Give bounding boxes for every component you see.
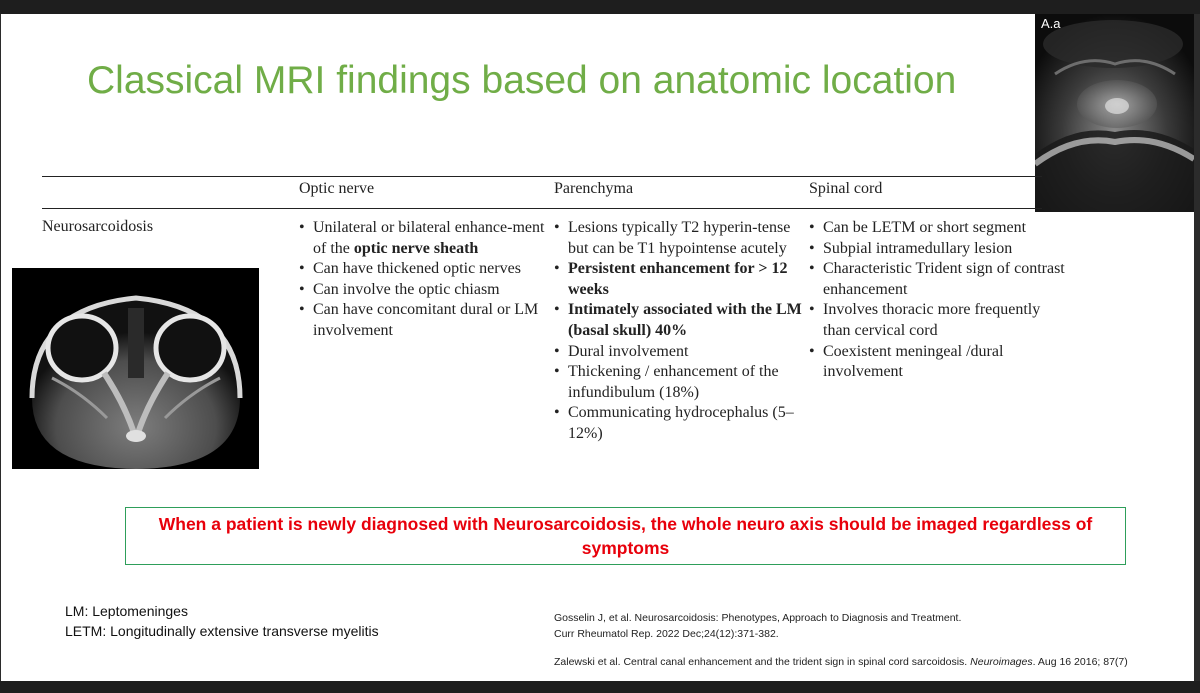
finding-text: Communicating hydrocephalus (5–12%) bbox=[568, 404, 794, 442]
row-label: Neurosarcoidosis bbox=[42, 218, 154, 235]
key-message-box bbox=[125, 507, 1126, 565]
finding-item bbox=[299, 218, 549, 259]
reference-zalewski-journal: Neuroimages bbox=[970, 656, 1033, 668]
column-header-spinal-cord: Spinal cord bbox=[809, 180, 883, 197]
abbreviation-letm: LETM: Longitudinally extensive transverse myelitis bbox=[65, 623, 379, 639]
finding-item bbox=[809, 218, 1069, 239]
finding-text: Subpial intramedullary lesion bbox=[823, 239, 1013, 257]
image-label: A.a bbox=[1041, 16, 1061, 31]
reference-zalewski-citation: . Aug 16 2016; 87(7) bbox=[1032, 656, 1128, 668]
spinal-mri-image bbox=[1035, 14, 1194, 212]
finding-text: Can be LETM or short segment bbox=[823, 219, 1027, 236]
finding-text: Can have thickened optic nerves bbox=[313, 260, 521, 278]
spinal-mri-drawing bbox=[1035, 14, 1194, 212]
reference-gosselin-line1: Gosselin J, et al. Neurosarcoidosis: Phenotypes, Approach to Diagnosis and Treatment. bbox=[554, 612, 962, 624]
finding-item bbox=[809, 239, 1069, 260]
finding-bold-text: optic nerve sheath bbox=[353, 239, 479, 257]
reference-gosselin-line2: Curr Rheumatol Rep. 2022 Dec;24(12):371-382. bbox=[554, 628, 779, 640]
finding-text: Unilateral or bilateral enhance-ment of the bbox=[313, 219, 545, 257]
parenchyma-findings bbox=[554, 218, 802, 445]
reference-zalewski-text: Zalewski et al. Central canal enhancement and the trident sign in spinal cord sarcoidosis. bbox=[554, 656, 971, 668]
finding-item bbox=[809, 259, 1069, 300]
finding-item bbox=[299, 280, 549, 301]
finding-text: Characteristic Trident sign of contrast enhancement bbox=[823, 260, 1065, 298]
finding-text: Involves thoracic more frequently than cervical cord bbox=[823, 301, 1041, 339]
finding-text: Thickening / enhancement of the infundibulum (18%) bbox=[568, 363, 779, 401]
finding-item bbox=[554, 218, 802, 259]
abbreviation-lm: LM: Leptomeninges bbox=[65, 603, 188, 619]
reference-zalewski bbox=[554, 654, 1194, 670]
finding-item bbox=[809, 342, 1069, 383]
bottom-frame-bar bbox=[0, 681, 1200, 693]
slide-title: Classical MRI findings based on anatomic location bbox=[87, 59, 957, 102]
finding-item bbox=[554, 403, 802, 444]
spinal-cord-findings bbox=[809, 218, 1069, 383]
finding-item bbox=[554, 362, 802, 403]
finding-text: Can involve the optic chiasm bbox=[313, 280, 500, 298]
table-top-rule bbox=[42, 176, 1042, 177]
abbreviations bbox=[65, 601, 379, 641]
finding-text: Lesions typically T2 hyperin-tense but can be T1 hypointense acutely bbox=[568, 219, 791, 257]
finding-item bbox=[554, 259, 802, 300]
finding-bold-text: Persistent enhancement for > 12 weeks bbox=[568, 260, 788, 298]
finding-item bbox=[809, 300, 1069, 341]
reference-gosselin bbox=[554, 610, 1034, 642]
finding-text: Dural involvement bbox=[568, 342, 689, 360]
finding-text: Can have concomitant dural or LM involvement bbox=[313, 301, 539, 339]
optic-nerve-findings bbox=[299, 218, 549, 342]
finding-text: Coexistent meningeal /dural involvement bbox=[823, 342, 1004, 381]
finding-item bbox=[299, 259, 549, 280]
slide bbox=[1, 14, 1194, 681]
orbit-mri-image bbox=[12, 268, 259, 469]
column-header-parenchyma: Parenchyma bbox=[554, 180, 634, 197]
top-frame-bar bbox=[0, 0, 1200, 14]
key-message-text: When a patient is newly diagnosed with Neurosarcoidosis, the whole neuro axis should be imaged regardless of symptoms bbox=[158, 514, 1093, 558]
finding-item bbox=[299, 300, 549, 341]
finding-item bbox=[554, 342, 802, 363]
orbit-mri-drawing bbox=[12, 268, 259, 469]
column-header-optic-nerve: Optic nerve bbox=[299, 180, 375, 197]
table-header-rule bbox=[42, 208, 1042, 209]
finding-bold-text: Intimately associated with the LM (basal skull) 40% bbox=[568, 301, 802, 339]
finding-item bbox=[554, 300, 802, 341]
